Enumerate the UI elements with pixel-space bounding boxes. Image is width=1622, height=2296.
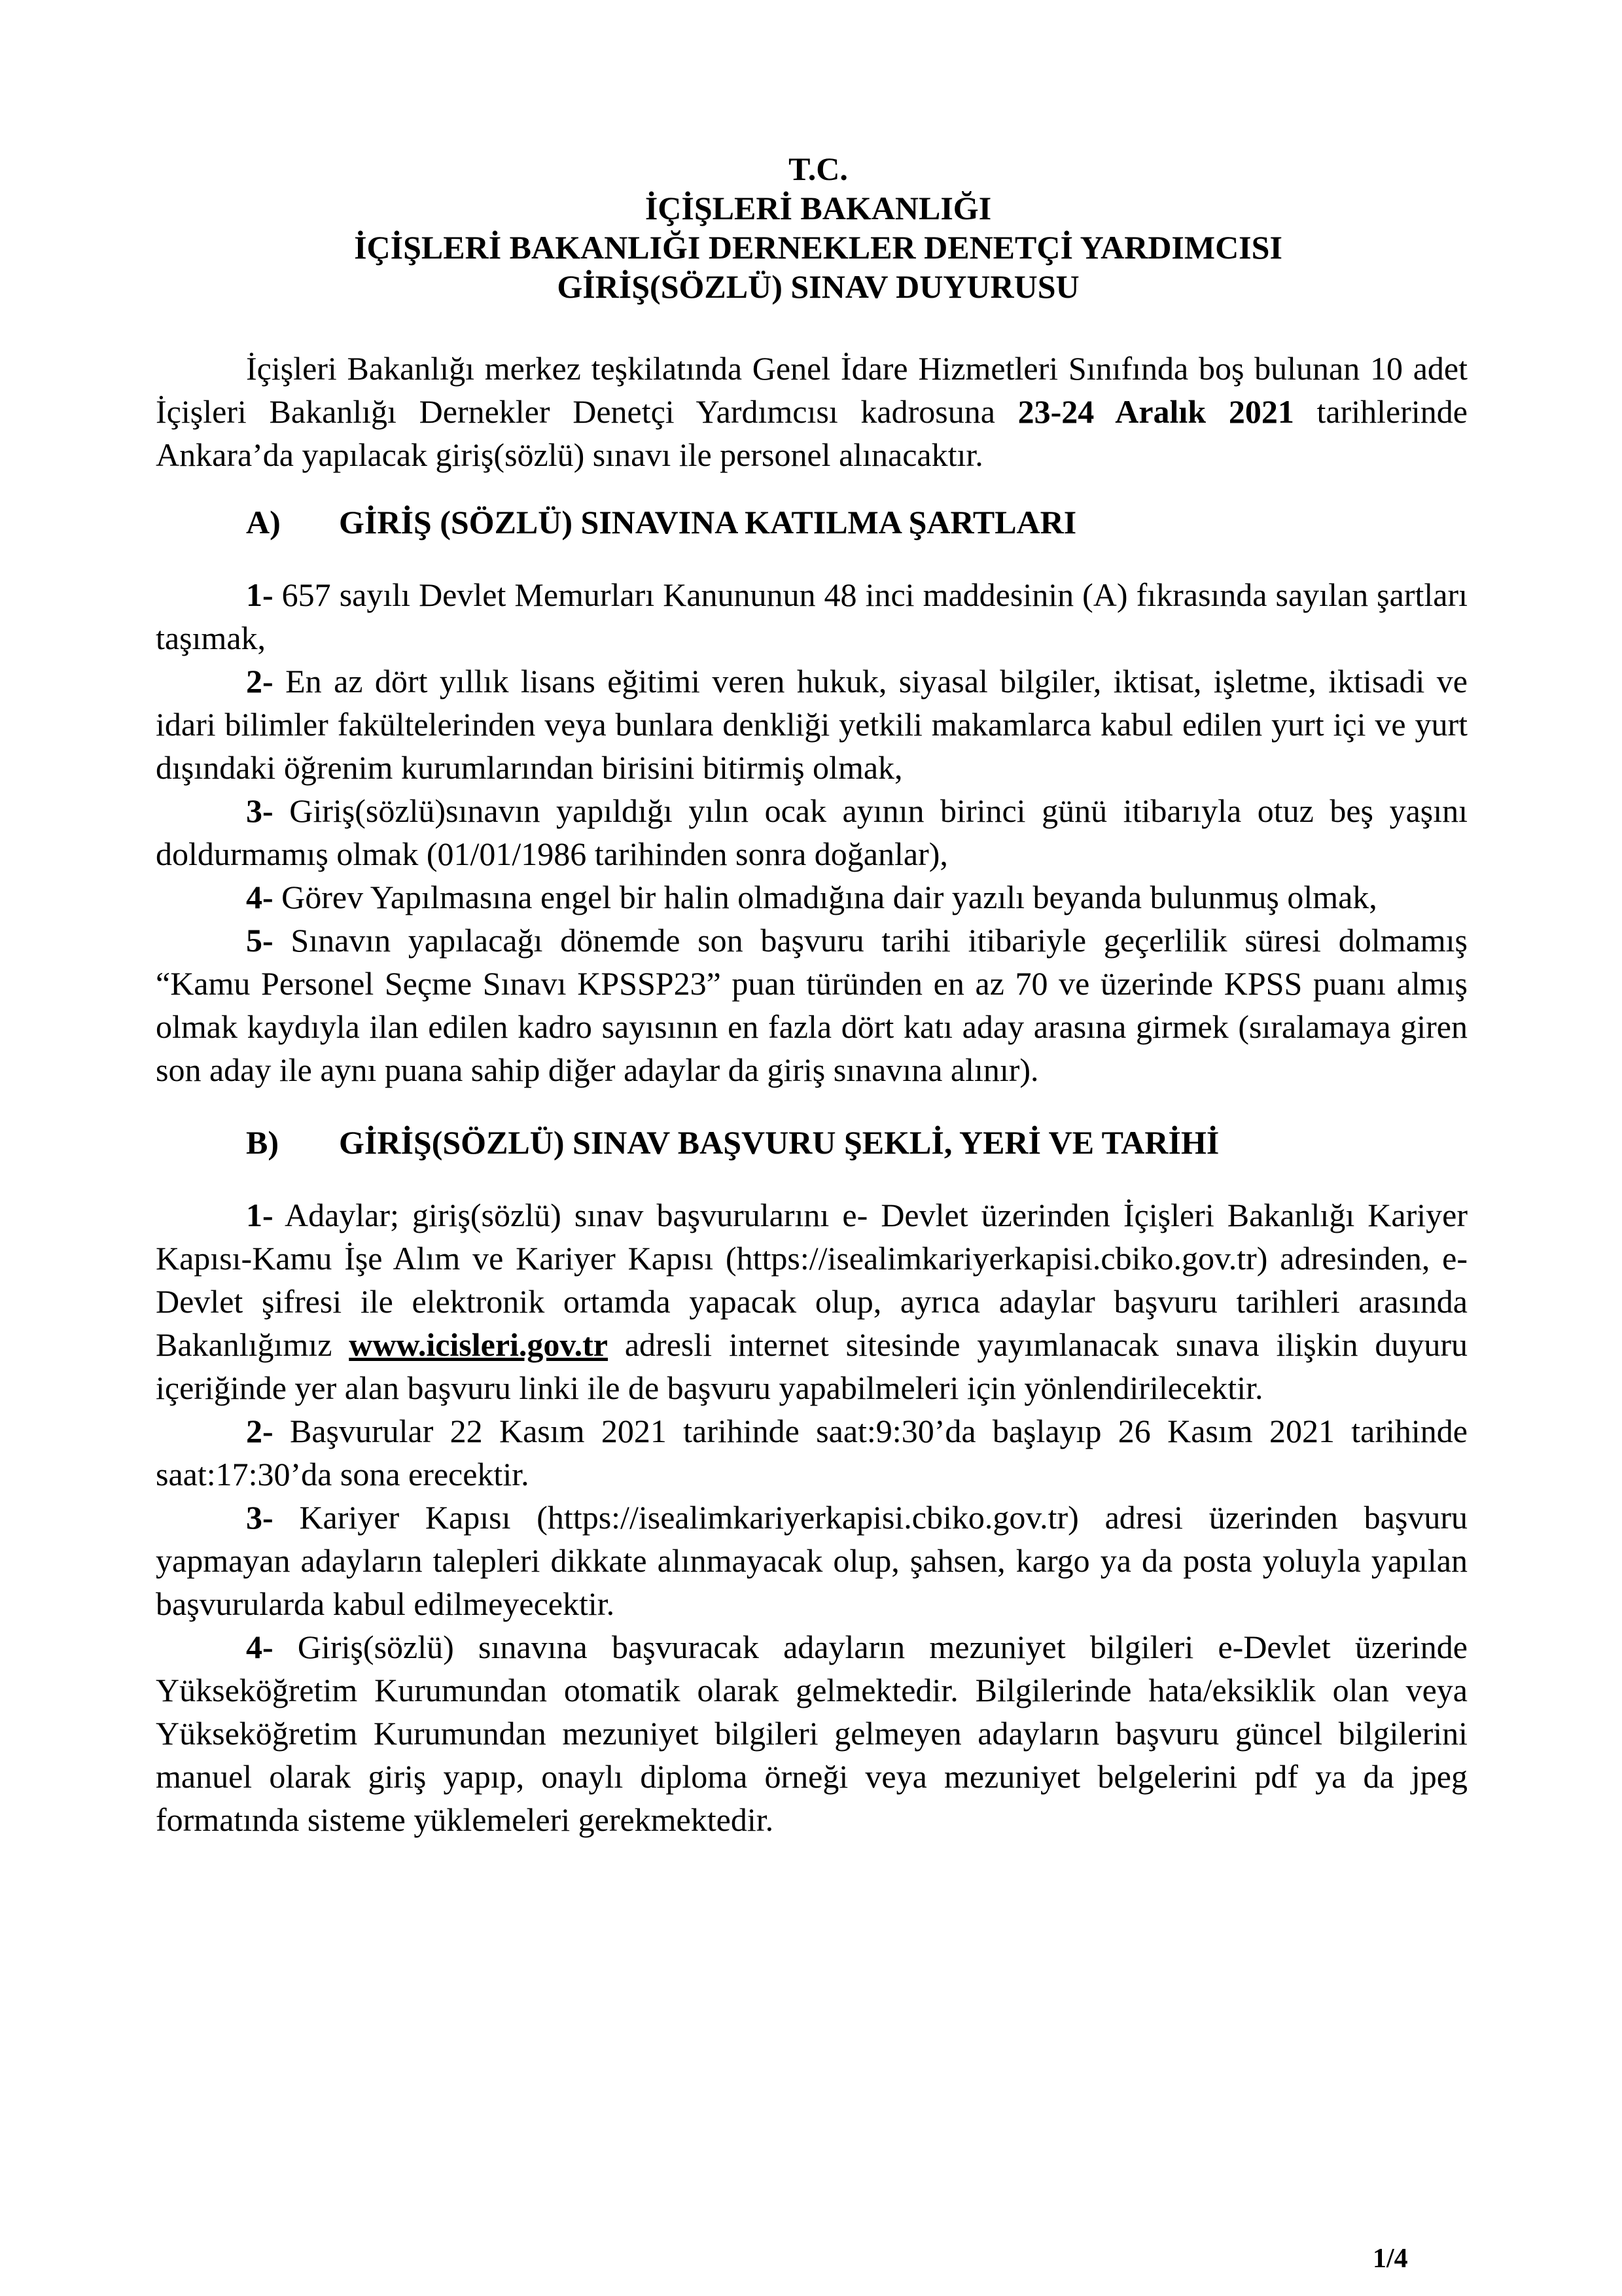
header-ministry: İÇİŞLERİ BAKANLIĞI bbox=[644, 190, 992, 226]
section-b-item-2: 2- Başvurular 22 Kasım 2021 tarihinde saat:9:30’da başlayıp 26 Kasım 2021 tarihinde saat:17:30’da sona erecektir. bbox=[156, 1413, 1468, 1492]
section-a-item-1: 1- 657 sayılı Devlet Memurları Kanununun 48 inci maddesinin (A) fıkrasında sayılan şartları taşımak, bbox=[156, 576, 1468, 656]
document-page bbox=[156, 0, 1468, 1841]
header-announcement: GİRİŞ(SÖZLÜ) SINAV DUYURUSU bbox=[557, 268, 1080, 305]
page-number: 1/4 bbox=[1373, 2244, 1408, 2274]
header-position: İÇİŞLERİ BAKANLIĞI DERNEKLER DENETÇİ YARDIMCISI bbox=[354, 229, 1282, 266]
section-a-letter: A) bbox=[246, 504, 281, 540]
document-header bbox=[156, 149, 1468, 306]
section-b-title: GİRİŞ(SÖZLÜ) SINAV BAŞVURU ŞEKLİ, YERİ VE TARİHİ bbox=[339, 1124, 1220, 1161]
section-b-item-1: 1- Adaylar; giriş(sözlü) sınav başvurularını e- Devlet üzerinden İçişleri Bakanlığı Kariyer Kapısı-Kamu İşe Alım ve Kariyer Kapısı (https://isealimkariyerkapisi.cbiko.gov.tr) adresinden, e- Devlet şifresi ile elektronik ortamda yapacak olup, ayrıca adaylar başvuru tarihleri arasında Bakanlığımız www.icisleri.gov.tr adresli internet sitesinde yayımlanacak sınava ilişkin duyuru içeriğinde yer alan başvuru linki ile de başvuru yapabilmeleri için yönlendirilecektir. bbox=[156, 1197, 1468, 1406]
section-a-title: GİRİŞ (SÖZLÜ) SINAVINA KATILMA ŞARTLARI bbox=[339, 504, 1077, 540]
section-a-item-2: 2- En az dört yıllık lisans eğitimi veren hukuk, siyasal bilgiler, iktisat, işletme, iktisadi ve idari bilimler fakültelerinden veya bunlara denkliği yetkili makamlarca kabul edilen yurt içi ve yurt dışındaki öğrenim kurumlarından birisini bitirmiş olmak, bbox=[156, 663, 1468, 786]
section-b-item-4: 4- Giriş(sözlü) sınavına başvuracak adayların mezuniyet bilgileri e-Devlet üzerinde Yükseköğretim Kurumundan otomatik olarak gelmektedir. Bilgilerinde hata/eksiklik olan veya Yükseköğretim Kurumundan mezuniyet bilgileri gelmeyen adayların başvuru güncel bilgilerini manuel olarak giriş yapıp, onaylı diploma örneği veya mezuniyet belgelerini pdf ya da jpeg formatında sisteme yüklemeleri gerekmektedir. bbox=[156, 1629, 1468, 1838]
intro-paragraph: İçişleri Bakanlığı merkez teşkilatında Genel İdare Hizmetleri Sınıfında boş bulunan 10 adet İçişleri Bakanlığı Dernekler Denetçi Yardımcısı kadrosuna 23-24 Aralık 2021 tarihlerinde Ankara’da yapılacak giriş(sözlü) sınavı ile personel alınacaktır. bbox=[156, 350, 1468, 473]
section-a-item-3: 3- Giriş(sözlü)sınavın yapıldığı yılın ocak ayının birinci günü itibarıyla otuz beş yaşını doldurmamış olmak (01/01/1986 tarihinden sonra doğanlar), bbox=[156, 792, 1468, 872]
section-a-heading bbox=[156, 503, 1468, 542]
header-tc: T.C. bbox=[788, 150, 848, 187]
ministry-website-link[interactable]: www.icisleri.gov.tr bbox=[349, 1326, 608, 1363]
section-a-item-4: 4- Görev Yapılmasına engel bir halin olmadığına dair yazılı beyanda bulunmuş olmak, bbox=[246, 879, 1377, 915]
section-a-item-5: 5- Sınavın yapılacağı dönemde son başvuru tarihi itibariyle geçerlilik süresi dolmamış “Kamu Personel Seçme Sınavı KPSSP23” puan türünden en az 70 ve üzerinde KPSS puanı almış olmak kaydıyla ilan edilen kadro sayısının en fazla dört katı aday arasına girmek (sıralamaya giren son aday ile aynı puana sahip diğer adaylar da giriş sınavına alınır). bbox=[156, 922, 1468, 1088]
section-b-heading bbox=[156, 1123, 1468, 1162]
section-b-item-3: 3- Kariyer Kapısı (https://isealimkariyerkapisi.cbiko.gov.tr) adresi üzerinden başvuru yapmayan adayların talepleri dikkate alınmayacak olup, şahsen, kargo ya da posta yoluyla yapılan başvurularda kabul edilmeyecektir. bbox=[156, 1499, 1468, 1622]
exam-date: 23-24 Aralık 2021 bbox=[1017, 393, 1294, 430]
section-b-letter: B) bbox=[246, 1124, 279, 1161]
